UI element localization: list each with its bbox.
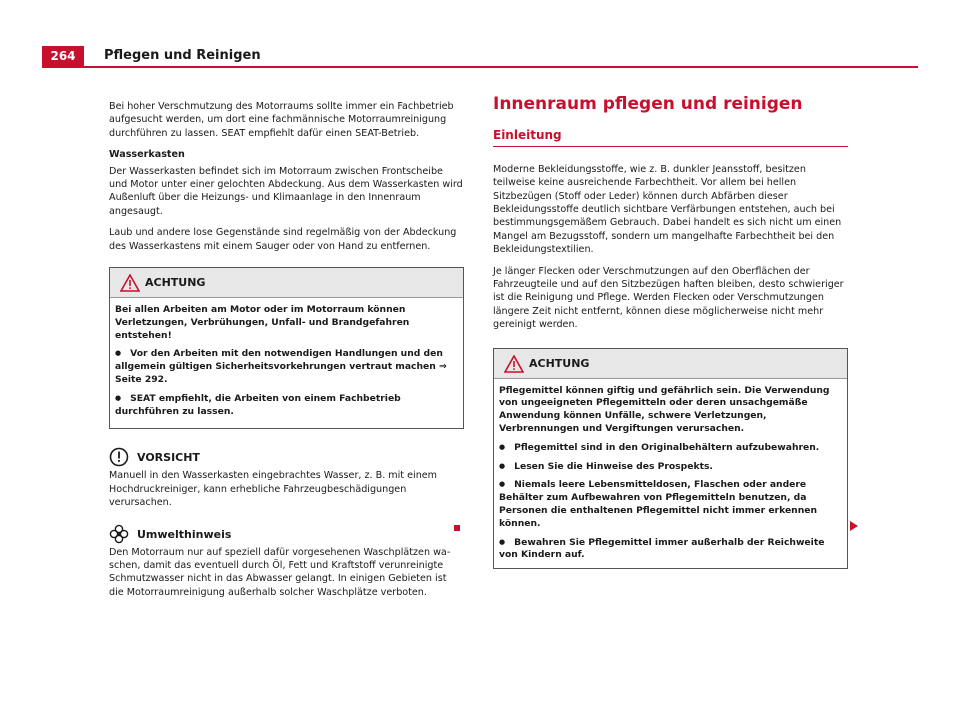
warning-header — [494, 349, 847, 379]
environment-header — [109, 524, 464, 546]
warning-body — [110, 298, 463, 428]
section-heading: Einleitung — [493, 128, 562, 143]
warning-bullet: ● SEAT empfiehlt, die Arbeiten von einem Fachbetrieb durchführen zu lassen. — [115, 393, 458, 419]
warning-box-left — [109, 267, 464, 429]
warning-bullet: ● Bewahren Sie Pflegemittel immer außerhalb der Reichweite von Kindern auf. — [499, 537, 842, 563]
warning-intro: Pflegemittel können giftig und gefährlich sein. Die Verwendung von ungeeigneten Pflegemitteln oder deren unsachgemäße Anwendung können Unfälle, schwere Verletzungen, Verbrennungen und Vergiftungen verursachen. — [499, 384, 830, 435]
environment-text: Den Motorraum nur auf speziell dafür vorgesehenen Waschplätzen waschen, damit das eventuell durch Öl, Fett und Kraftstoff verunreinigte Schmutzwasser nicht in das Abwasser gelangt. In einigen Gebieten ist die Motorraumreinigung außerhalb solcher Waschplätze verboten. — [109, 546, 451, 598]
warning-bullet: ● Niemals leere Lebensmitteldosen, Flaschen oder andere Behälter zum Aufbewahren von Pflegemitteln benutzen, da Personen die enthaltenen Pflegemittel nicht immer erkennen können. — [499, 479, 842, 530]
caution-header — [109, 447, 464, 469]
caution-exclamation-icon — [109, 447, 129, 467]
warning-box-right — [493, 348, 848, 570]
header-rule — [42, 66, 918, 68]
chapter-title: Pflegen und Reinigen — [104, 48, 261, 63]
warning-header — [110, 268, 463, 298]
environment-flower-icon — [109, 524, 129, 544]
warning-bullet: ● Vor den Arbeiten mit den notwendigen Handlungen und den allgemein gültigen Sicherheitsvorkehrungen vertraut machen ⇒ Seite 292. — [115, 348, 458, 386]
right-column — [493, 94, 848, 569]
left-column — [109, 100, 464, 607]
page-header — [42, 46, 918, 67]
intro-paragraph-2: Je länger Flecken oder Verschmutzungen auf den Oberflächen der Fahrzeugteile und auf den Sitzbezügen haften bleiben, desto schwieriger ist die Reinigung und Pflege. Werden Flecken oder Verschmutzungen längere Zeit nicht entfernt, können diese möglicherweise nicht mehr gereinigt werden. — [493, 265, 844, 331]
main-heading: Innenraum pflegen und reinigen — [493, 94, 803, 114]
caution-title: VORSICHT — [137, 451, 200, 465]
intro-paragraph-1: Moderne Bekleidungsstoffe, wie z. B. dunkler Jeansstoff, besitzen teilweise keine ausreichende Farbechtheit. Vor allem bei hellen Sitzbezügen (Stoff oder Leder) können durch Abfärben dieser Bekleidungsstoffe deutlich sichtbare Verfärbungen entstehen, auch bei bestimmungsgemäßem Gebrauch. Dabei handelt es sich nicht um einen Mangel am Bezugsstoff, sondern um mangelhafte Farbechtheit bei den Bekleidungstextilien. — [493, 163, 842, 256]
section-end-marker — [454, 525, 460, 531]
wasserkasten-paragraph-1: Der Wasserkasten befindet sich im Motorraum zwischen Frontscheibe und Motor unter einer gelochten Abdeckung. Aus dem Wasserkasten wird Außenluft über die Heizungs- und Klimaanlage in den Innenraum angesaugt. — [109, 165, 463, 217]
warning-bullet: ● Lesen Sie die Hinweise des Prospekts. — [499, 461, 842, 474]
caution-notice — [109, 447, 464, 509]
environment-notice — [109, 524, 464, 600]
warning-title: ACHTUNG — [529, 356, 590, 370]
warning-triangle-icon — [120, 274, 140, 292]
warning-body — [494, 379, 847, 569]
page-number: 264 — [42, 46, 84, 67]
section-rule — [493, 146, 848, 147]
continue-arrow-icon — [850, 521, 858, 531]
environment-title: Umwelthinweis — [137, 527, 232, 541]
warning-intro: Bei allen Arbeiten am Motor oder im Motorraum können Verletzungen, Verbrühungen, Unfall- und Brandgefahren entstehen! — [115, 304, 410, 341]
warning-title: ACHTUNG — [145, 276, 206, 290]
intro-paragraph: Bei hoher Verschmutzung des Motorraums sollte immer ein Fachbetrieb aufgesucht werden, um dort eine fachmännische Motorraumreinigung durchführen zu lassen. SEAT empfiehlt dafür einen SEAT-Betrieb. — [109, 101, 454, 139]
caution-text: Manuell in den Wasserkasten eingebrachtes Wasser, z. B. mit einem Hochdruckreiniger, kann erhebliche Fahrzeugbeschädigungen verursachen. — [109, 470, 438, 509]
wasserkasten-heading: Wasserkasten — [109, 149, 185, 161]
warning-triangle-icon — [504, 355, 524, 373]
warning-bullet: ● Pflegemittel sind in den Originalbehältern aufzubewahren. — [499, 442, 842, 455]
wasserkasten-paragraph-2: Laub und andere lose Gegenstände sind regelmäßig von der Abdeckung des Wasserkastens mit einem Sauger oder von Hand zu entfernen. — [109, 227, 457, 252]
